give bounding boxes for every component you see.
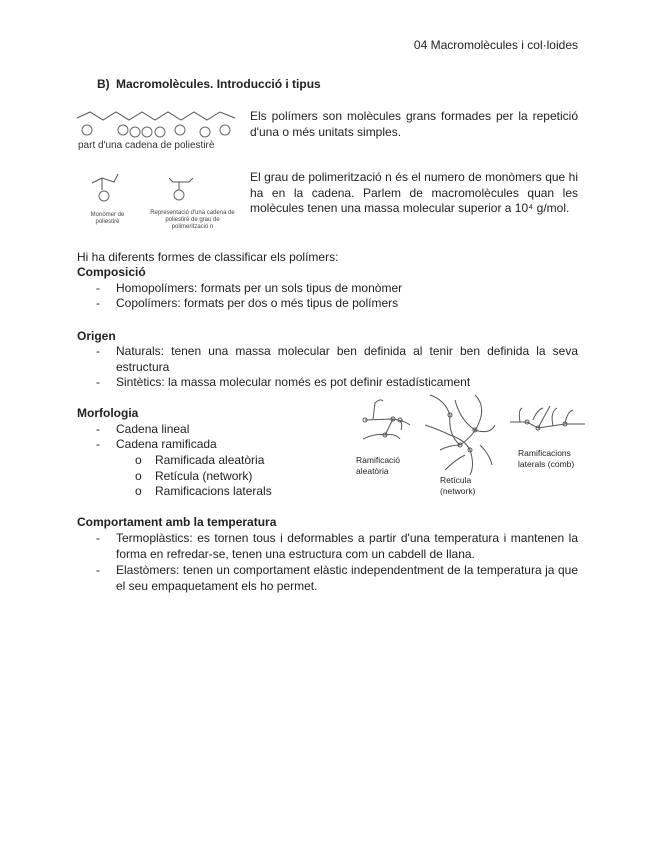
- network-figure: [420, 390, 500, 480]
- composicio-heading: Composició: [77, 265, 146, 279]
- bullet: o: [135, 453, 142, 467]
- polystyrene-chain-figure: [75, 100, 240, 140]
- monomer-figure: [88, 168, 128, 208]
- bullet: -: [96, 437, 100, 451]
- morfologia-heading: Morfologia: [77, 406, 139, 420]
- list-item: Cadena ramificada: [116, 437, 217, 451]
- origen-heading: Origen: [77, 329, 116, 343]
- section-title: Macromolècules. Introducció i tipus: [116, 77, 321, 91]
- bullet: -: [96, 563, 100, 577]
- list-item: Termoplàstics: es tornen tous i deformables a partir d'una temperatura i mantenen la forma en refredar-se, tenen una estructura com un cabdell de llana.: [116, 531, 578, 561]
- bullet: o: [135, 469, 142, 483]
- list-item: Cadena lineal: [116, 422, 190, 436]
- network-caption: Retícula (network): [440, 475, 476, 496]
- bullet: -: [96, 375, 100, 389]
- sub-list-item: Retícula (network): [155, 469, 253, 483]
- list-item: Sintètics: la massa molecular només es pot definir estadísticament: [116, 375, 471, 389]
- comb-caption: Ramificacions laterals (comb): [518, 448, 575, 469]
- bullet: -: [96, 296, 100, 310]
- list-item: Naturals: tenen una massa molecular ben definida al tenir ben definida la seva estructura: [116, 344, 578, 374]
- sub-list-item: Ramificada aleatòria: [155, 453, 265, 467]
- bullet: o: [135, 484, 142, 498]
- bullet: -: [96, 281, 100, 295]
- page-header: 04 Macromolècules i col·loides: [413, 38, 578, 52]
- monomer-caption: Monòmer de poliestirè: [90, 212, 125, 225]
- intro-paragraph-1: Els polímers son molècules grans formades per la repetició d'una o més unitats simples.: [250, 109, 578, 139]
- repr-caption: Representació d'una cadena de poliestirè de grau de polimerització n: [150, 210, 235, 230]
- intro-paragraph-2: El grau de polimerització n és el numero de monòmers que hi ha en la cadena. Parlem de macromolècules quan les molècules tenen una massa molecular superior a 10⁴ g/mol.: [250, 170, 578, 216]
- list-item: Copolímers: formats per dos o més tipus de polímers: [116, 296, 399, 310]
- bullet: -: [96, 531, 100, 545]
- chain-caption: part d'una cadena de poliestirè: [78, 140, 215, 151]
- repr-figure: [165, 170, 205, 205]
- section-marker: B): [97, 77, 110, 91]
- temperatura-heading: Comportament amb la temperatura: [77, 515, 277, 529]
- random-caption: Ramificació aleatòria: [356, 455, 400, 476]
- bullet: -: [96, 422, 100, 436]
- sub-list-item: Ramificacions laterals: [155, 484, 272, 498]
- comb-figure: [505, 400, 590, 435]
- random-branch-figure: [355, 395, 425, 445]
- list-item: Homopolímers: formats per un sols tipus de monòmer: [116, 281, 403, 295]
- bullet: -: [96, 344, 100, 358]
- list-item: Elastòmers: tenen un comportament elàstic independentment de la temperatura ja que el seu empaquetament els ho permet.: [116, 563, 578, 593]
- classify-text: Hi ha diferents formes de classificar els polímers:: [77, 250, 339, 264]
